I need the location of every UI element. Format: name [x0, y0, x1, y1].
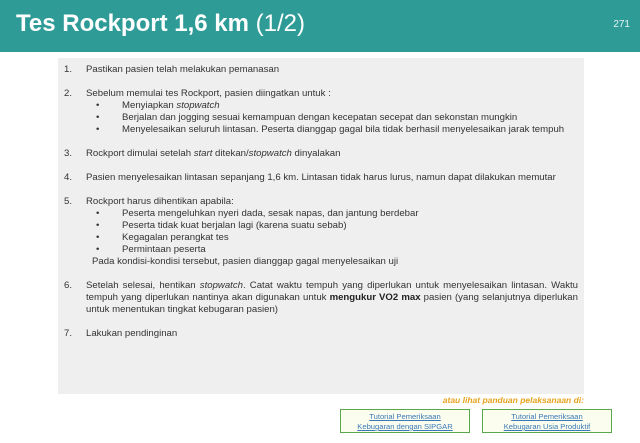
bullet-text: Permintaan peserta	[122, 244, 206, 255]
text-part: Rockport dimulai setelah	[86, 148, 194, 159]
bullet-text: Berjalan dan jogging sesuai kemampuan dengan kecepatan secepat dan sekonstan mungkin	[122, 112, 518, 123]
bullet-icon: •	[96, 112, 100, 123]
step-7	[64, 328, 578, 340]
bullet-icon: •	[96, 100, 100, 111]
text-part: Setelah selesai, hentikan	[86, 280, 200, 291]
text-italic: stopwatch	[199, 280, 243, 291]
bullet-item	[86, 208, 578, 220]
bullet-text: Menyiapkan	[122, 100, 177, 111]
text-part: pasien (yang selanjutnya diperlukan untuk menentukan tingkat kebugaran pasien)	[86, 292, 578, 315]
page-number: 271	[613, 19, 630, 30]
bullet-item	[86, 220, 578, 232]
text-part: ditekan/	[212, 148, 249, 159]
bullet-text: Kegagalan perangkat tes	[122, 232, 229, 243]
bullet-text: Menyelesaikan seluruh lintasan. Peserta dianggap gagal bila tidak berhasil menyelesaikan jarak tempuh	[122, 124, 565, 135]
bullet-icon: •	[96, 220, 100, 231]
guide-note: atau lihat panduan pelaksanaan di:	[442, 395, 584, 405]
header-bar	[0, 0, 640, 52]
step-3	[64, 148, 578, 160]
title-part: (1/2)	[255, 10, 305, 37]
text-italic: start	[193, 148, 213, 159]
text-part: dinyalakan	[291, 148, 341, 159]
bullet-icon: •	[96, 244, 100, 255]
step-text	[86, 280, 578, 316]
bullet-text-italic: stopwatch	[176, 100, 220, 111]
title-main: Tes Rockport 1,6 km	[16, 10, 256, 37]
step-number: 1.	[64, 64, 73, 75]
step-2	[64, 88, 578, 136]
tutorial-usia-produktif-link[interactable]	[482, 409, 612, 433]
step-1	[64, 64, 578, 76]
link-line-2: Kebugaran Usia Produktif	[503, 422, 591, 431]
bullet-icon: •	[96, 232, 100, 243]
tutorial-sipgar-link[interactable]	[340, 409, 470, 433]
step-number: 7.	[64, 328, 73, 339]
text-part: . Catat waktu tempuh yang diperlukan untuk menyelesaikan lintasan. Waktu tempuh yang diperlukan nantinya akan digunakan untuk	[86, 280, 578, 303]
step-5	[64, 196, 578, 268]
bullet-item	[86, 100, 578, 112]
step-note: Pada kondisi-kondisi tersebut, pasien dianggap gagal menyelesaikan uji	[92, 256, 399, 267]
page-title	[16, 10, 305, 38]
bullet-item	[86, 112, 578, 124]
bullet-item	[86, 124, 578, 136]
bullet-text: Peserta tidak kuat berjalan lagi (karena suatu sebab)	[122, 220, 347, 231]
bullet-item	[86, 244, 578, 256]
procedure-list	[64, 64, 578, 352]
step-text: Pastikan pasien telah melakukan pemanasan	[86, 64, 280, 75]
step-number: 5.	[64, 196, 73, 207]
step-number: 4.	[64, 172, 73, 183]
step-text: Pasien menyelesaikan lintasan sepanjang 1,6 km. Lintasan tidak harus lurus, namun dapat dilakukan memutar	[86, 172, 556, 183]
step-6	[64, 280, 578, 316]
bullet-item	[86, 232, 578, 244]
step-text: Lakukan pendinginan	[86, 328, 178, 339]
bullet-text: Peserta mengeluhkan nyeri dada, sesak napas, dan jantung berdebar	[122, 208, 419, 219]
step-number: 2.	[64, 88, 73, 99]
step-number: 3.	[64, 148, 73, 159]
text-bold: mengukur VO2 max	[329, 292, 421, 303]
step-number: 6.	[64, 280, 73, 291]
bullet-icon: •	[96, 208, 100, 219]
step-text	[86, 148, 578, 160]
text-italic: stopwatch	[248, 148, 292, 159]
link-line-1: Tutorial Pemeriksaan	[369, 412, 441, 421]
step-4	[64, 172, 578, 184]
step-text: Rockport harus dihentikan apabila:	[86, 196, 234, 207]
link-line-2: Kebugaran dengan SIPGAR	[357, 422, 453, 431]
step-text: Sebelum memulai tes Rockport, pasien diingatkan untuk :	[86, 88, 331, 99]
bullet-icon: •	[96, 124, 100, 135]
link-line-1: Tutorial Pemeriksaan	[511, 412, 583, 421]
